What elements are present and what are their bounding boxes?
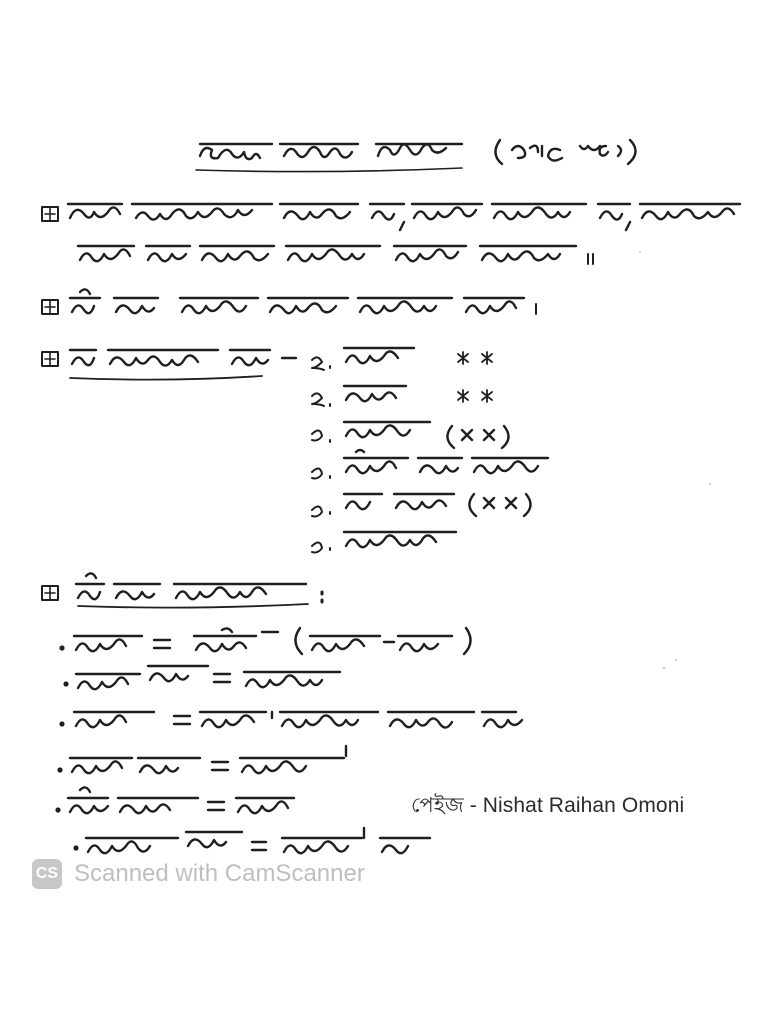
paragraph-2-handwriting [42, 289, 536, 314]
watermark-text: Scanned with CamScanner [74, 860, 365, 887]
paragraph-1-handwriting [42, 204, 740, 264]
first-published-handwriting [42, 573, 322, 607]
camscanner-watermark [32, 857, 365, 891]
camscanner-logo-icon: CS [32, 859, 62, 889]
scan-specks [639, 251, 711, 669]
pen-names-handwriting [42, 348, 548, 553]
title-handwriting [196, 140, 636, 172]
page-caption: পেইজ - Nishat Raihan Omoni [411, 794, 685, 817]
